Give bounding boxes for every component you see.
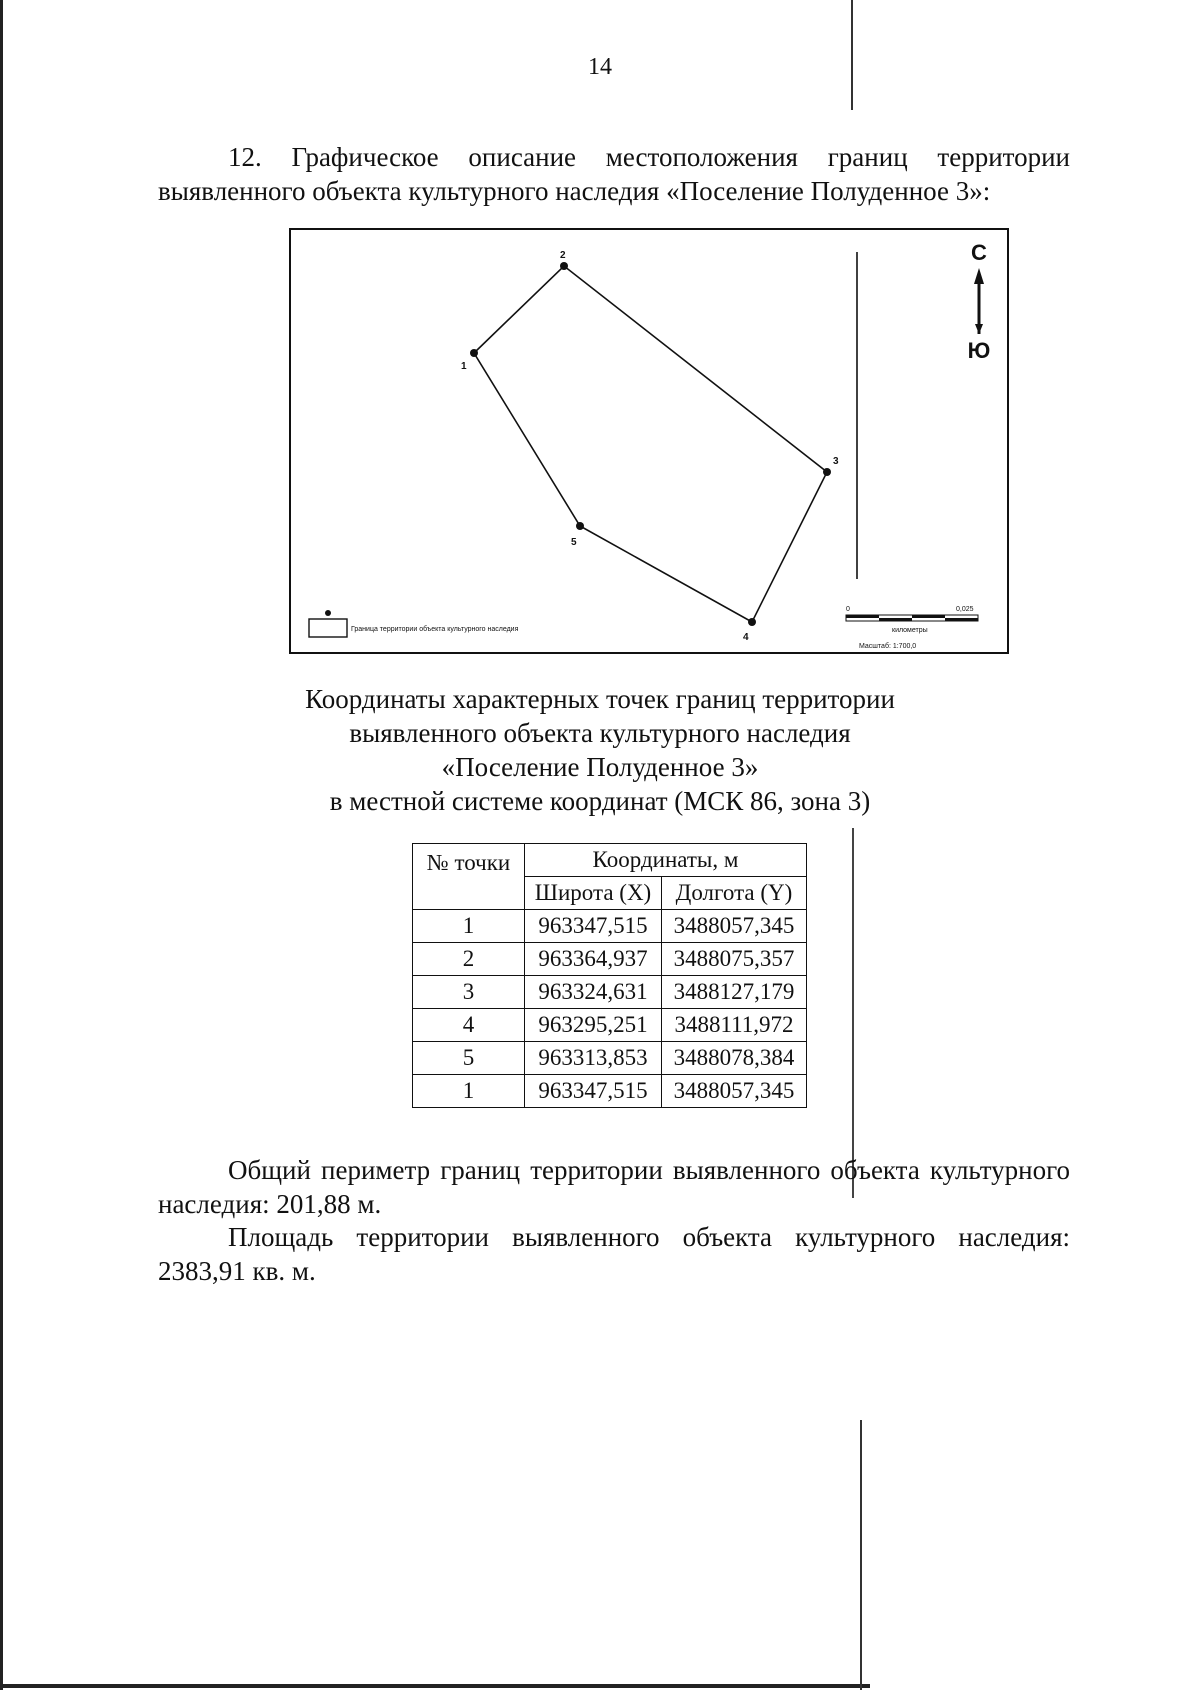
coordinates-title-line: Координаты характерных точек границ территории: [305, 684, 895, 714]
legend-label: Граница территории объекта культурного наследия: [351, 626, 519, 633]
cell-y: 3488057,345: [662, 1075, 807, 1108]
header-x: Широта (X): [525, 877, 662, 910]
scale-bar: [846, 606, 978, 650]
vertex-marker-5: [576, 522, 584, 530]
map-legend: [309, 610, 519, 637]
vertex-marker-4: [748, 618, 756, 626]
cell-x: 963295,251: [525, 1009, 662, 1042]
table-row: [413, 943, 807, 976]
table-row: [413, 1042, 807, 1075]
vertex-label-3: 3: [833, 456, 839, 467]
cell-y: 3488078,384: [662, 1042, 807, 1075]
table-row: [413, 910, 807, 943]
cell-point: 1: [413, 1075, 525, 1108]
scale-end: 0,025: [956, 606, 974, 613]
vertex-label-5: 5: [571, 537, 577, 548]
scale-start: 0: [846, 606, 850, 613]
table-row: [413, 1009, 807, 1042]
cell-point: 1: [413, 910, 525, 943]
cell-y: 3488111,972: [662, 1009, 807, 1042]
coordinates-title-line: «Поселение Полуденное 3»: [441, 752, 759, 782]
table-row: [413, 1075, 807, 1108]
south-label: Ю: [967, 338, 991, 363]
cell-x: 963364,937: [525, 943, 662, 976]
scale-unit: километры: [892, 627, 928, 634]
north-arrow-icon: [968, 240, 991, 363]
boundary-polygon: [474, 266, 827, 622]
cell-x: 963347,515: [525, 910, 662, 943]
page-edge-bottom: [0, 1684, 870, 1688]
page-number: 14: [588, 54, 612, 80]
north-label: С: [971, 240, 987, 265]
header-coords: Координаты, м: [525, 844, 807, 877]
scan-artifact-line: [852, 828, 854, 1198]
scan-artifact-line: [860, 1420, 862, 1690]
coordinates-title-line: выявленного объекта культурного наследия: [349, 718, 851, 748]
cell-y: 3488127,179: [662, 976, 807, 1009]
header-y: Долгота (Y): [662, 877, 807, 910]
perimeter-paragraph: Общий периметр границ территории выявленного объекта культурного наследия: 201,88 м.: [158, 1155, 1070, 1219]
vertex-label-2: 2: [560, 250, 566, 261]
cell-point: 5: [413, 1042, 525, 1075]
section-heading: 12. Графическое описание местоположения границ территории выявленного объекта культурного наследия «Поселение Полуденное 3»:: [158, 142, 1070, 206]
cell-x: 963347,515: [525, 1075, 662, 1108]
area-paragraph: Площадь территории выявленного объекта культурного наследия: 2383,91 кв. м.: [158, 1222, 1070, 1286]
vertex-label-4: 4: [743, 632, 749, 643]
vertex-marker-1: [470, 349, 478, 357]
coordinates-title: [0, 682, 1200, 818]
vertex-label-1: 1: [461, 361, 467, 372]
vertex-marker-3: [823, 468, 831, 476]
scale-text: Масштаб: 1:700,0: [859, 643, 917, 650]
cell-x: 963324,631: [525, 976, 662, 1009]
cell-y: 3488075,357: [662, 943, 807, 976]
legend-symbol: [309, 619, 347, 637]
cell-point: 2: [413, 943, 525, 976]
map-svg: [291, 230, 1007, 652]
cell-x: 963313,853: [525, 1042, 662, 1075]
cell-point: 4: [413, 1009, 525, 1042]
header-point: № точки: [413, 844, 525, 910]
coordinates-title-line: в местной системе координат (МСК 86, зона 3): [329, 786, 871, 816]
table-row: [413, 976, 807, 1009]
cell-point: 3: [413, 976, 525, 1009]
vertex-marker-2: [560, 262, 568, 270]
cell-y: 3488057,345: [662, 910, 807, 943]
boundary-map: [289, 228, 1009, 654]
page-edge-left: [0, 0, 3, 1690]
coordinates-table: [412, 843, 807, 1108]
table-header-row: [413, 844, 807, 877]
